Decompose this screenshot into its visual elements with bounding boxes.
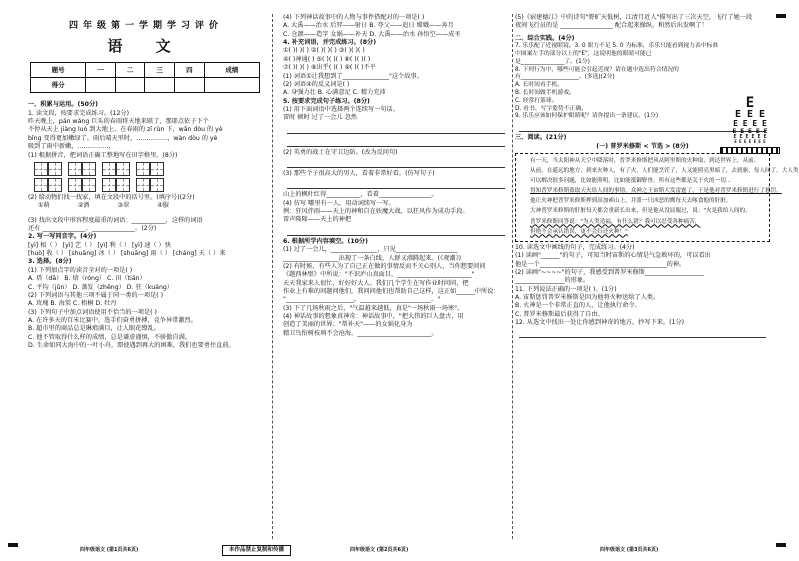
question-line: (4) 下列神话故事中的人物与事件搭配对的一项是( ) bbox=[283, 14, 425, 21]
fill-row[interactable]: ④( )神通( ) ⑤( )( )( ) ⑥( )( )( ) bbox=[283, 55, 371, 63]
question-line: 中图案左手的部分以上的"E"，这说明他的眼睛可能已 bbox=[515, 50, 652, 57]
answer-line[interactable] bbox=[519, 327, 766, 338]
fill-line[interactable]: 作业上有难的问题问他们，我问问他们也帮助自己这样，这正如______中所说： bbox=[283, 287, 500, 295]
score-header-cell: 四 bbox=[175, 63, 205, 78]
score-table bbox=[30, 62, 260, 93]
choice-line: (3) 下列句子中加点词语使用不恰当的一项是( ) bbox=[28, 308, 157, 316]
score-input-cell[interactable] bbox=[175, 78, 205, 93]
question-line: 4. 补充词语，并完成练习。(8分) bbox=[283, 39, 377, 47]
question-line: 2. 写一写同音字。(4分) bbox=[28, 233, 97, 241]
fill-row[interactable]: ①( )( )( ) ②( )( )( ) ③( )( )( ) bbox=[283, 47, 365, 55]
option: A. 长时间看手机。 bbox=[515, 82, 564, 89]
reading-passage bbox=[515, 153, 799, 242]
question-line: 7. 乐乐配了近视眼镜。3. 0 眼力不足 5. 0 为标准，乐乐只能看到视力表中标准 bbox=[515, 43, 719, 50]
page-mark-icon bbox=[8, 543, 18, 547]
eye-chart-row: E E E E E bbox=[732, 127, 768, 135]
tianzige-row[interactable] bbox=[34, 162, 264, 176]
answer-line[interactable] bbox=[287, 123, 505, 134]
page-footer: 四年级语文 (第2页共6页) bbox=[350, 547, 409, 554]
question-line: 还有 ______________、______________。(2分) bbox=[28, 224, 157, 232]
question-line: (4) 仿写 哪里有一人，用动词续写一写。 bbox=[283, 199, 395, 207]
fill-row[interactable]: ⑦( )( )( ) ⑧出乎( )( ) ⑨( )( )不平 bbox=[283, 64, 376, 72]
question-line[interactable]: 山上的枫叶红得___________，看着_________________。 bbox=[283, 191, 438, 199]
question-line: (1) 根据拼音，把词语正确工整地写在田字格里。(8分) bbox=[28, 151, 178, 159]
passage-line: 从前，在遥远的地方，到来火种人，有了火，人们能烹饪了，人又能照亮黑暗了，去到驱，每人间了，大人类 bbox=[530, 168, 799, 175]
column-divider bbox=[512, 14, 513, 539]
choice-line: (1) 下列加点字的读音全对的一项是( ) bbox=[28, 266, 133, 274]
page-column-3 bbox=[515, 14, 799, 539]
passage-line: 他让火神把普罗米修斯押到高加索山上，并派一只凶恶的鹰每天去啄食他的肝脏。 bbox=[530, 198, 732, 205]
choice-line: (2) 下列词语与其他三项不属于同一类的一项是( ) bbox=[28, 291, 164, 299]
answer-line[interactable] bbox=[287, 225, 505, 236]
fill-line: (3) 下了几场秋雨之后，"气温越来越低，真是"一场秋雨一场寒"。 bbox=[283, 304, 464, 312]
question-line: 8. 下列行为中，哪些可能会引起近视？请在题中选出符合情况的 bbox=[515, 66, 679, 73]
section-heading: 三、阅读。(21分) bbox=[515, 134, 567, 142]
question-line: (3) 那些个子很高大的男人，看着非常好看。(仿写句子) bbox=[283, 170, 435, 178]
eye-chart-row: E bbox=[745, 95, 755, 111]
page-column-1 bbox=[28, 14, 264, 539]
wavy-sentence: 但绝不会承认错误，更不会归还火种！" bbox=[530, 228, 628, 235]
fill-line[interactable]: 精卫鸟衔树枝填不会沧海，________________________。 bbox=[283, 329, 438, 337]
question-line: 3. 选择。(8分) bbox=[28, 258, 72, 266]
score-input-cell[interactable] bbox=[204, 78, 259, 93]
option: ④服 bbox=[157, 202, 169, 210]
option: B. 火神是一个非常正直的人，让他执行命令。 bbox=[515, 302, 641, 310]
question-line: 11. 下列说法正确的一项是( )。(1分) bbox=[515, 285, 617, 293]
choice-line: A. 大禹——治水 后羿——射日 B. 夸父——追日 嫦娥——奔月 bbox=[283, 22, 454, 30]
page-mark-icon bbox=[776, 543, 786, 547]
choice-line: B. 超市里的商品总是琳琅满目，让人眼花缭乱。 bbox=[28, 325, 160, 333]
choice-line: C. 仓颉——造字 女娲——补天 D. 大禹——治水 孙悟空——成圣 bbox=[283, 30, 461, 38]
option: ②洒 bbox=[77, 202, 90, 210]
fill-line[interactable]: ________________的形象。 bbox=[515, 277, 590, 285]
underlined-sentence: 得知普罗米修斯盗取天火给人间的事情，众神之王宙斯大发雷霆了，于是他对普罗米修斯进行了惩罚， bbox=[530, 188, 782, 195]
option: B. 长时间做手机游戏。 bbox=[515, 89, 575, 96]
column-divider bbox=[272, 14, 273, 539]
score-header-cell: 成绩 bbox=[204, 63, 259, 78]
eye-chart-row: E E E E E E bbox=[733, 133, 767, 140]
eye-chart-row: E E E E E E E bbox=[734, 138, 766, 144]
score-header-cell: 题号 bbox=[31, 63, 86, 78]
question-line: (2) 词语④的反义词是( ) bbox=[283, 80, 350, 88]
page-footer: 四年级语文 (第3页共6页) bbox=[600, 547, 659, 554]
homophone-row: [yì] 相（ ） [yì] 艺（ ） [yì] 利（ ） [yì] 速（ ）快 bbox=[28, 241, 171, 249]
score-header-cell: 三 bbox=[145, 63, 175, 78]
tianzige-row[interactable] bbox=[34, 178, 264, 192]
option: D. 看书、写字姿势不正确。 bbox=[515, 105, 587, 112]
answer-line[interactable] bbox=[287, 157, 505, 168]
section-heading: 一、积累与运用。(50分) bbox=[28, 101, 98, 109]
option: C. 普罗米修斯最后获得了自由。 bbox=[515, 310, 604, 318]
question-line: (1) 用下面词语中选择两个连续写一句话。 bbox=[283, 105, 399, 113]
option: ①萌 bbox=[38, 202, 50, 210]
fill-line[interactable]: 创造了美丽的世界；"帮补天"——的女娲化身为 bbox=[283, 321, 413, 329]
passage-line: bǐng 变得更加嫩绿了。雨后晴天里时，……………，wàn dòu 的 yè bbox=[28, 134, 218, 142]
fill-line[interactable]: 夜间飞行员的是 _________________ 配合起来操纵，和然后出发啊了！ bbox=[515, 22, 708, 30]
question-line[interactable]: 有____________________。(多选)(2分) bbox=[515, 74, 615, 81]
option: A. 宙斯惩罚普罗米修斯是因为他将火种送给了人类。 bbox=[515, 293, 660, 301]
section-heading: 二、综合实践。(4分) bbox=[515, 34, 575, 42]
fill-line[interactable]: (4) 神话故事的想象真神奇：神话故事中，"把大伟的巨人盘古，用 bbox=[283, 313, 464, 321]
choice-line: C. 平均（jūn） D. 蒸发（zhēng） D. 狂（kuáng） bbox=[28, 283, 173, 291]
eye-chart-row: E E E E bbox=[733, 119, 767, 128]
answer-line[interactable] bbox=[287, 136, 505, 147]
reading-title: (一) 普罗米修斯 < 节选 > (8分) bbox=[596, 142, 689, 150]
fill-line[interactable]: 他是一个_________________________________________的神。 bbox=[515, 260, 686, 268]
answer-line[interactable] bbox=[287, 178, 505, 189]
score-row-label: 得分 bbox=[31, 78, 86, 93]
option-row bbox=[28, 202, 264, 210]
page-mark-icon bbox=[776, 14, 786, 18]
page-column-2 bbox=[283, 14, 509, 539]
word-bank: 雷时 顿时 过了一会儿 忽然 bbox=[283, 114, 357, 122]
passage-line: 昨天晚上，pán wáng 巨头的春雨将天地来联了，那耶点依子下个 bbox=[28, 118, 209, 126]
wavy-sentence: 普罗米修斯回答说："为人类造福，有什么错？我可以忍受各种痛苦， bbox=[530, 218, 701, 225]
fill-line[interactable]: (1) 过了一会儿，_______________，只见____________________ bbox=[283, 246, 458, 254]
example-line: 例：狂风伴雨——天上的神和自在妖魔大战，以狂风作为成功手段。 bbox=[283, 208, 469, 216]
question-line: 9. 乐乐应该如何保护眼睛呢？请你提出一条建议。(1分) bbox=[515, 113, 659, 120]
question-line[interactable]: 雷声隆隆——天上的神把 bbox=[283, 216, 352, 224]
score-input-cell[interactable] bbox=[145, 78, 175, 93]
eye-chart-image bbox=[716, 96, 784, 154]
fill-line[interactable]: "______________________，_______________________。" bbox=[283, 296, 441, 304]
passage-line: 可以解决很多问题，比如能照明，比如能抵御野兽，所有这些都是关于火的一切... bbox=[530, 178, 732, 185]
eye-chart-row: E E E bbox=[734, 109, 766, 120]
choice-line: C. 他不管取得什么样的成绩，总是谦虚谨慎，不骄傲自满。 bbox=[28, 333, 191, 341]
copyright-stamp: 本作品禁止复制和传播 bbox=[222, 545, 291, 556]
fill-line: (2) 有时候，有些人为了自己正在做的事情反而不关心别人，当你想要问问 bbox=[283, 262, 486, 270]
question-line[interactable]: (2) 读画"~~~~"的句子，我感受到普罗米修斯___________________ bbox=[515, 268, 704, 276]
question-line: (1) 读画"______"的句子，可知当时宙斯的心情是气急败坏的，可以看出 bbox=[515, 252, 711, 260]
fill-line: (5)《宿建德江》中的诗句"野旷天低树，江清月近人"描写出了三次天空，飞行了她一段 bbox=[515, 14, 753, 21]
page-footer: 四年级语文 (第1页共6页) bbox=[80, 547, 139, 554]
exam-title: 四年级第一学期学习评价 bbox=[68, 21, 223, 31]
fill-line[interactable]: 《题西林壁》中所说："不识庐山真面目，________________________" bbox=[283, 271, 475, 279]
question-line: 6. 根据所学内容填空。(10分) bbox=[283, 237, 368, 245]
passage-line: 不停从天上 jiàng luò 到大地上。在春雨的 zī rùn 下，wān dòu 的 yè bbox=[28, 126, 223, 134]
score-header-cell: 二 bbox=[115, 63, 145, 78]
homophone-row: [huò] 收（ ） [shuāng] 冰（ ） [shuāng] 雨（ ） [cháng] 天（ ）来 bbox=[28, 250, 226, 258]
choice-line: A. 塔（dā） B. 熔（róng） C. 田（tián） bbox=[28, 275, 146, 283]
question-line: (2) 给动物们找一找家，填在文段中的括号里。(填序号)(2分) bbox=[28, 193, 195, 201]
fill-line: 天天我家来人很忙，好好好大人。我们几个学生在写作业时问问，把 bbox=[283, 279, 469, 287]
question-line: 12. 从选文中找出一处让你感到神奇的地方，抄写下来。(1分) bbox=[515, 319, 685, 327]
passage-line: 大神普罗米修斯的肝脏每天都会重新长出来，但是他从没屈服过，说："火是我给人间的， bbox=[530, 208, 751, 215]
question-line: 10. 读选文中画线的句子，完成练习。(4分) bbox=[515, 243, 635, 251]
score-input-cell[interactable] bbox=[86, 78, 116, 93]
question-line: (3) 找出文段中形容程度最重的词语：___________，这样的词语 bbox=[28, 216, 203, 224]
choice-line: A. 玫瑰 B. 海棠 C. 梧桐 D. 牡丹 bbox=[28, 300, 117, 308]
choice-line: D. 生命如同大海中的一叶小舟，即使遇到再大的困难，我们也要勇往直前。 bbox=[28, 342, 235, 350]
fill-line[interactable]: __________________出现了一条白线，人群又沸腾起来。(《观潮》) bbox=[283, 254, 462, 262]
option: C. 经常打篮球。 bbox=[515, 97, 558, 104]
passage-line: 有一天，当太阳神从天空中降落时，普罗米修斯把风从阿里斯的火种取，到达世界上，从前。 bbox=[530, 157, 760, 164]
eye-chart-ruler bbox=[720, 147, 780, 154]
question-line[interactable]: 是_______________了。(1分) bbox=[515, 58, 590, 65]
question-line: 1. 读文段，按要求完成练习。(12分) bbox=[28, 109, 130, 117]
question-line: (1) 词语①让我想到了_______________"这个故事。 bbox=[283, 72, 423, 80]
subject-title: 语 文 bbox=[107, 37, 185, 56]
passage-line: 吸到了雨中新嫩，……………， bbox=[28, 143, 115, 151]
question-line: (2) 英勇的战士在守卫边防。(改为反问句) bbox=[283, 148, 398, 156]
question-line: 5. 按要求完成句子练习。(8分) bbox=[283, 97, 370, 105]
choice-line: A. 在许多天的百米比赛中，选手们奋勇拼搏，竞争异常激烈。 bbox=[28, 316, 197, 324]
score-header-cell: 一 bbox=[86, 63, 116, 78]
score-input-cell[interactable] bbox=[115, 78, 145, 93]
choice-line: A. 身强力壮 B. 心满意足 C. 精力充沛 bbox=[283, 89, 386, 97]
option: ③翠 bbox=[117, 202, 130, 210]
